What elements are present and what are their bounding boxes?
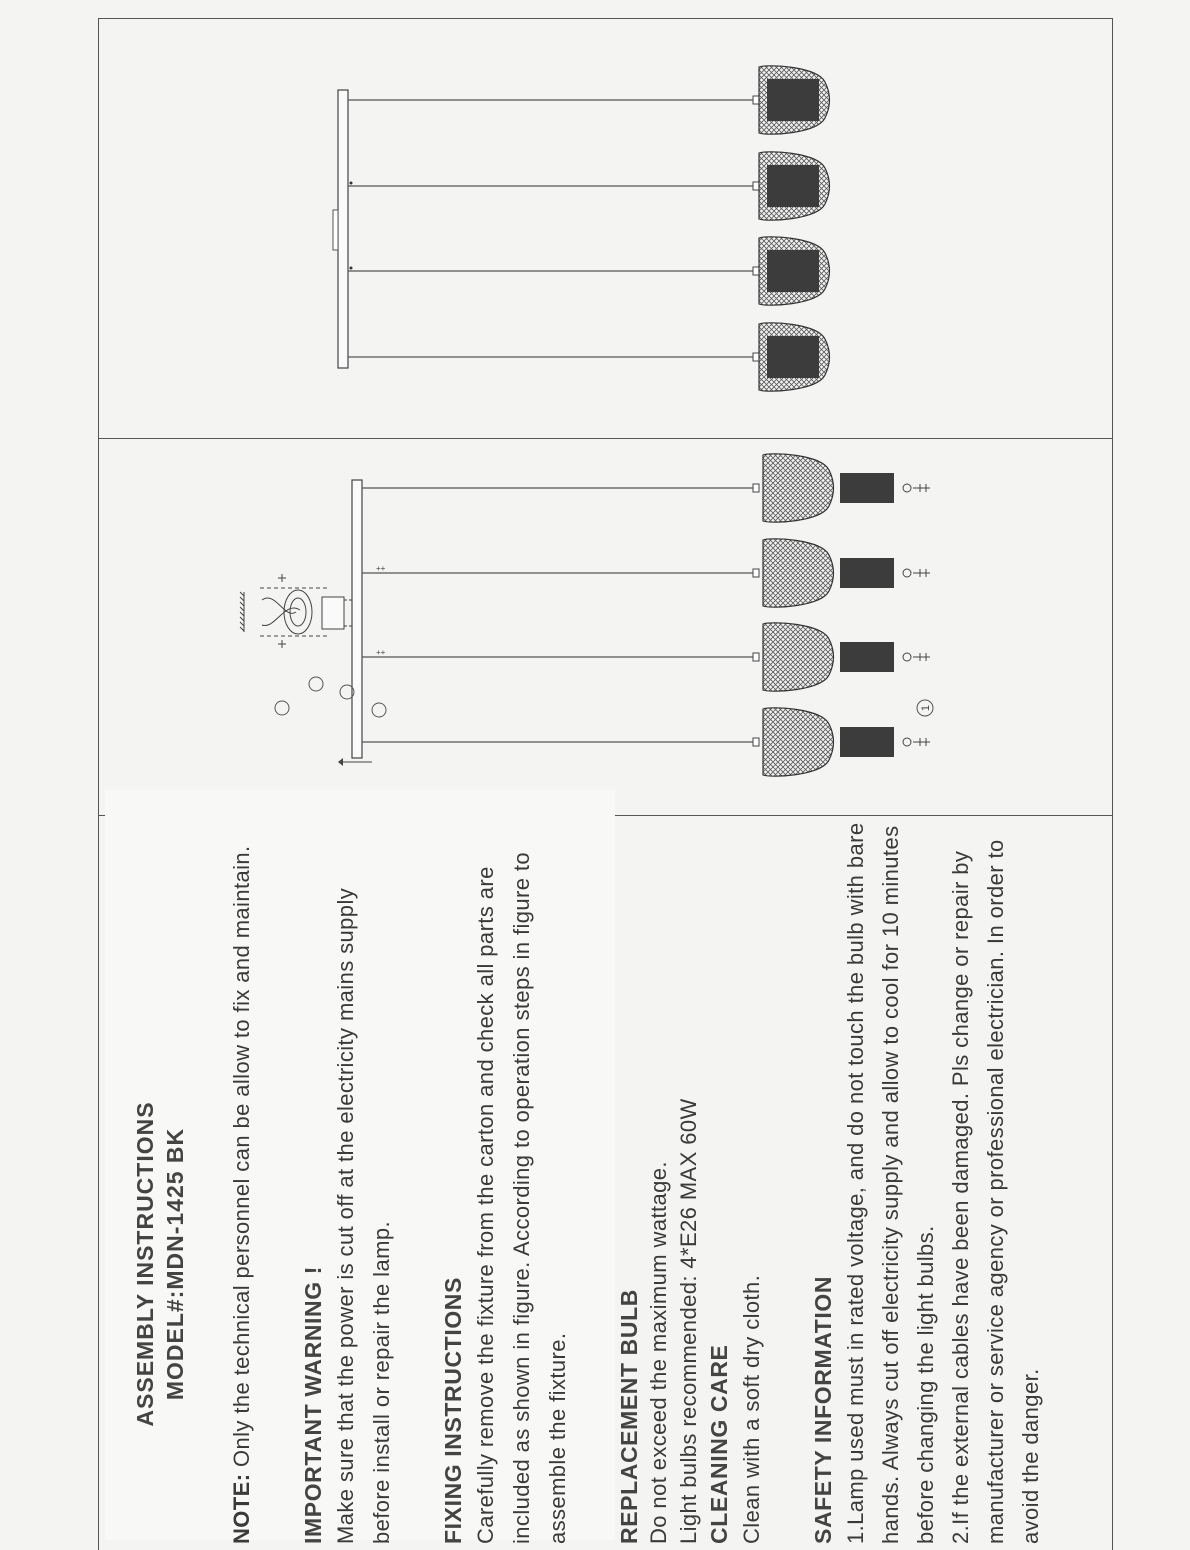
note-text: Only the technical personnel can be allow to fix and maintain. [229,845,254,1474]
bulb-1 [840,473,894,503]
mounting-plate [333,210,338,250]
bulb-3 [840,642,894,672]
canopy-bar [338,90,348,368]
cleaning-care-text: Clean with a soft dry cloth. [739,1274,764,1544]
model-number: MODEL#:MDN-1425 BK [162,1127,188,1401]
replacement-bulb-heading: REPLACEMENT BULB [616,1289,642,1544]
fixing-instructions-heading: FIXING INSTRUCTIONS [440,1277,466,1544]
note-label: NOTE: [229,1473,254,1544]
fixing-instructions-text: Carefully remove the fixture from the carton and check all parts are included as shown in figure. According to operation steps in figure to assemble the fixture. [473,851,570,1544]
note-paragraph [224,820,260,1544]
exploded-pendant-3 [362,623,930,691]
assembled-pendant-3 [348,237,830,305]
replacement-bulb-line-2: Light bulbs recommended: 4*E26 MAX 60W [676,1098,701,1544]
exploded-pendant-1 [362,454,930,522]
mounting-bracket-detail [240,574,352,648]
bar-exploded [352,480,362,758]
exploded-pendant-4 [362,708,930,776]
step-1-label: 1 [920,704,932,712]
exploded-view-diagram [240,454,933,776]
safety-information-heading: SAFETY INFORMATION [810,1275,836,1544]
cleaning-care-heading: CLEANING CARE [706,1344,732,1544]
svg-text:++: ++ [376,648,386,657]
bulb-4 [840,727,894,757]
assembled-pendant-1 [348,66,830,134]
safety-item-2: 2.If the external cables have been damaged. Pls change or repair by manufacturer or service agency or professional electrician. In order to avoid the danger. [948,839,1043,1544]
document-title: ASSEMBLY INSTRUCTIONS [132,1101,158,1427]
important-warning-heading: IMPORTANT WARNING ! [300,1266,326,1544]
assembled-fixture-diagram [333,66,830,391]
replacement-bulb-line-1: Do not exceed the maximum wattage. [646,1161,671,1544]
svg-text:++: ++ [376,564,386,573]
instructions-text-panel [130,820,1048,1550]
bulb-2 [840,558,894,588]
safety-item-1: 1.Lamp used must in rated voltage, and do not touch the bulb with bare hands. Always cut off electricity supply and allow to cool for 10 minutes before changing the light bulbs. [843,822,938,1544]
important-warning-text: Make sure that the power is cut off at the electricity mains supply before install or repair the lamp. [333,887,394,1544]
assembled-pendant-2 [348,152,830,220]
exploded-pendant-2 [362,539,930,607]
assembled-pendant-4 [348,323,830,391]
